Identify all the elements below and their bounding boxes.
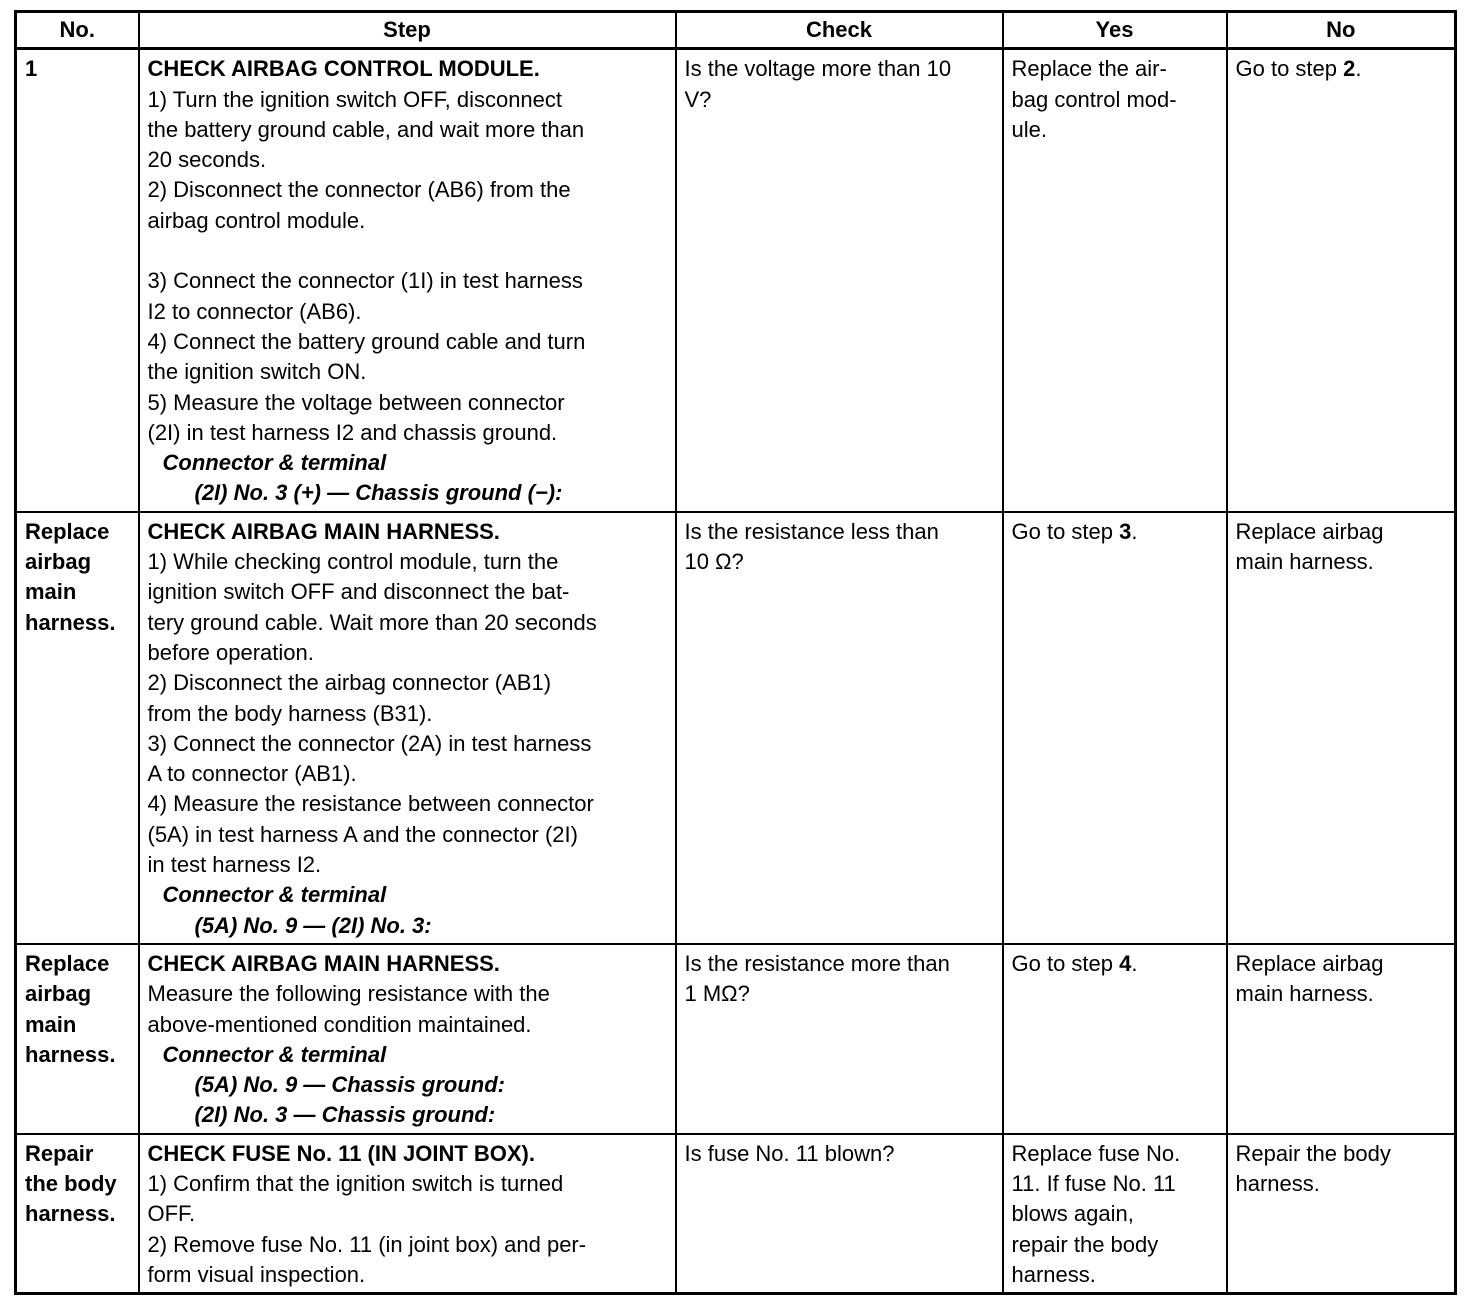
step-line: airbag control module. (147, 207, 366, 233)
step-line: OFF. (147, 1201, 196, 1227)
table-row (16, 512, 1456, 944)
no-cell (1227, 1134, 1456, 1294)
no-cell (1227, 49, 1456, 512)
table-row (16, 944, 1456, 1134)
no-action-prefix: Go to step (1235, 56, 1344, 82)
step-line: 1) Turn the ignition switch OFF, disconnect (147, 86, 563, 112)
step-title: CHECK AIRBAG MAIN HARNESS. (147, 950, 500, 976)
yes-action-prefix: Go to step (1011, 518, 1120, 544)
step-line: 5) Measure the voltage between connector (147, 389, 565, 415)
step-line: above-mentioned condition maintained. (147, 1011, 532, 1037)
step-line: 2) Disconnect the connector (AB6) from the (147, 177, 571, 203)
table-row (16, 49, 1456, 512)
no-action: Repair the body harness. (1235, 1140, 1391, 1196)
check-cell (676, 49, 1003, 512)
no-cell (1227, 944, 1456, 1134)
row-number: Repair the body harness. (16, 1134, 139, 1294)
yes-action-suffix: . (1131, 518, 1138, 544)
step-line: 1) While checking control module, turn the (147, 549, 559, 575)
step-line: (2I) in test harness I2 and chassis ground. (147, 419, 558, 445)
connector-terminal-item: (5A) No. 9 — (2I) No. 3: (194, 912, 432, 938)
step-line: the battery ground cable, and wait more than (147, 116, 585, 142)
header-row (16, 12, 1456, 49)
connector-terminal-label: Connector & terminal (162, 1041, 387, 1067)
step-line: 2) Disconnect the airbag connector (AB1) (147, 670, 552, 696)
step-cell (139, 512, 676, 944)
step-line: (5A) in test harness A and the connector (2I) (147, 821, 578, 847)
no-action-suffix: . (1355, 56, 1362, 82)
no-step-ref: 2 (1343, 56, 1356, 82)
step-line: Measure the following resistance with the (147, 981, 550, 1007)
row-number: 1 (16, 49, 139, 512)
header-step: Step (139, 12, 676, 49)
step-title: CHECK AIRBAG CONTROL MODULE. (147, 56, 540, 82)
step-title: CHECK AIRBAG MAIN HARNESS. (147, 518, 500, 544)
row-number: Replace airbag main harness. (16, 944, 139, 1134)
no-action: Replace airbag main harness. (1235, 518, 1384, 575)
yes-action-suffix: . (1131, 950, 1138, 976)
no-action: Replace airbag main harness. (1235, 950, 1384, 1007)
step-line: in test harness I2. (147, 852, 322, 878)
check-question: Is the voltage more than 10 V? (684, 56, 952, 112)
yes-action-prefix: Go to step (1011, 950, 1120, 976)
check-question: Is the resistance less than 10 Ω? (684, 518, 939, 575)
header-no-result: No (1227, 12, 1456, 49)
step-line: 2) Remove fuse No. 11 (in joint box) and per- (147, 1231, 587, 1257)
yes-cell (1003, 944, 1227, 1134)
check-cell (676, 944, 1003, 1134)
step-line: 4) Measure the resistance between connector (147, 791, 594, 817)
blank-line (148, 236, 667, 266)
step-cell (139, 944, 676, 1134)
row-number: Replace airbag main harness. (16, 512, 139, 944)
header-check: Check (676, 12, 1003, 49)
step-line: 20 seconds. (147, 147, 267, 173)
step-line: 1) Confirm that the ignition switch is turned (147, 1170, 564, 1196)
connector-terminal-item: (5A) No. 9 — Chassis ground: (194, 1072, 505, 1098)
step-line: 3) Connect the connector (2A) in test harness (147, 730, 592, 756)
diagnosis-table (14, 10, 1457, 1295)
connector-terminal-label: Connector & terminal (162, 882, 387, 908)
step-line: ignition switch OFF and disconnect the bat- (147, 579, 570, 605)
step-line: form visual inspection. (147, 1261, 366, 1287)
header-yes: Yes (1003, 12, 1227, 49)
step-line: before operation. (147, 639, 314, 665)
step-line: 4) Connect the battery ground cable and turn (147, 328, 586, 354)
step-line: 3) Connect the connector (1I) in test harness (147, 268, 583, 294)
connector-terminal-item: (2I) No. 3 (+) — Chassis ground (−): (194, 480, 563, 506)
connector-terminal-label: Connector & terminal (162, 450, 387, 476)
yes-step-ref: 3 (1119, 518, 1132, 544)
step-line: A to connector (AB1). (147, 761, 357, 787)
step-cell (139, 1134, 676, 1294)
step-cell (139, 49, 676, 512)
header-no: No. (16, 12, 139, 49)
check-cell (676, 512, 1003, 944)
yes-cell (1003, 512, 1227, 944)
check-question: Is fuse No. 11 blown? (684, 1140, 895, 1166)
yes-step-ref: 4 (1119, 950, 1132, 976)
step-title: CHECK FUSE No. 11 (IN JOINT BOX). (147, 1140, 535, 1166)
no-cell (1227, 512, 1456, 944)
check-question: Is the resistance more than 1 MΩ? (684, 950, 950, 1007)
yes-cell (1003, 49, 1227, 512)
table-row (16, 1134, 1456, 1294)
step-line: I2 to connector (AB6). (147, 298, 362, 324)
check-cell (676, 1134, 1003, 1294)
connector-terminal-item: (2I) No. 3 — Chassis ground: (194, 1102, 496, 1128)
yes-action: Replace the air- bag control mod- ule. (1011, 56, 1177, 142)
yes-cell (1003, 1134, 1227, 1294)
step-line: from the body harness (B31). (147, 700, 433, 726)
yes-action: Replace fuse No. 11. If fuse No. 11 blows again, repair the body harness. (1011, 1140, 1181, 1287)
step-line: the ignition switch ON. (147, 359, 367, 385)
step-line: tery ground cable. Wait more than 20 seconds (147, 609, 597, 635)
